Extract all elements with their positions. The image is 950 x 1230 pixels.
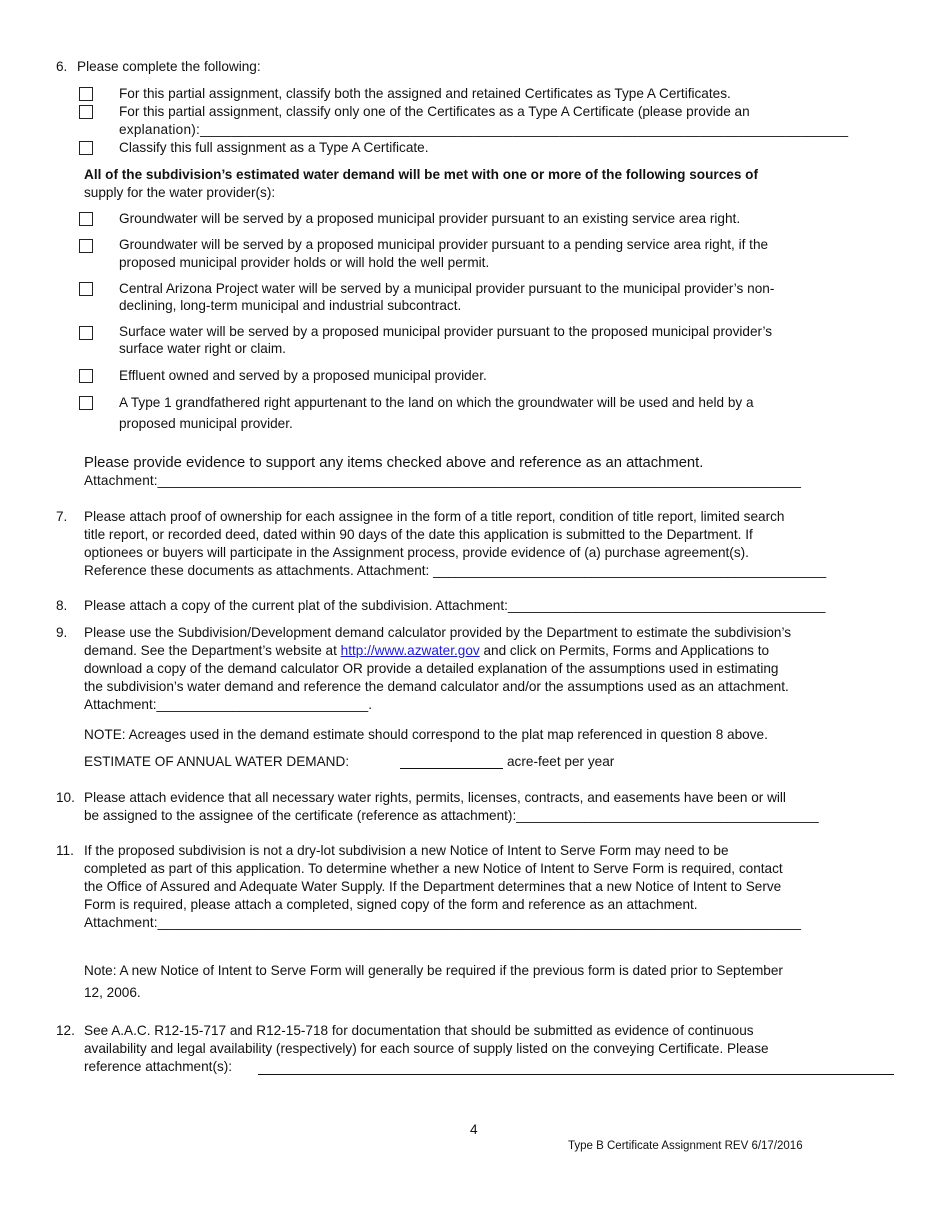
q6-option-2-label: For this partial assignment, classify only one of the Certificates as a Type A Certificate (please provide an: [119, 104, 750, 119]
source-groundwater-existing-checkbox[interactable]: [79, 212, 93, 226]
q9-line-2: demand. See the Department’s website at http://www.azwater.gov and click on Permits, Forms and Applications to: [84, 643, 770, 658]
source-groundwater-existing-label: Groundwater will be served by a proposed municipal provider pursuant to an existing service area right.: [119, 211, 741, 226]
q11-attachment[interactable]: Attachment:____________________________________________________________________________________: [84, 915, 802, 930]
q8-number: 8.: [56, 598, 68, 613]
q9-line-3: download a copy of the demand calculator OR provide a detailed explanation of the assumptions used in estimating: [84, 661, 779, 676]
q9-line-4: the subdivision’s water demand and reference the demand calculator and/or the assumptions used as an attachment.: [84, 679, 789, 694]
q7-line-2: title report, or recorded deed, dated within 90 days of the date this application is submitted to the Department. If: [84, 527, 753, 542]
q7-line-3: optionees or buyers will participate in the Assignment process, provide evidence of (a) purchase agreement(s).: [84, 545, 749, 560]
q11-line-1: If the proposed subdivision is not a dry-lot subdivision a new Notice of Intent to Serve Form may need to be: [84, 843, 729, 858]
q8-line[interactable]: Please attach a copy of the current plat of the subdivision. Attachment:__________________________________________: [84, 598, 826, 613]
q9-number: 9.: [56, 625, 68, 640]
q9-attachment[interactable]: Attachment:____________________________.: [84, 697, 372, 712]
q6-number: 6.: [56, 59, 68, 74]
source-cap-water-line2: declining, long-term municipal and industrial subcontract.: [119, 298, 462, 313]
annual-demand-input[interactable]: [400, 768, 503, 769]
source-cap-water-line1: Central Arizona Project water will be served by a municipal provider pursuant to the municipal provider’s non-: [119, 281, 775, 296]
q7-line-4[interactable]: Reference these documents as attachments. Attachment: ____________________________________________________: [84, 563, 827, 578]
q11-line-2: completed as part of this application. To determine whether a new Notice of Intent to Serve Form is required, contact: [84, 861, 783, 876]
page-number: 4: [470, 1122, 478, 1137]
source-cap-water-checkbox[interactable]: [79, 282, 93, 296]
source-type1-line1: A Type 1 grandfathered right appurtenant to the land on which the groundwater will be used and held by a: [119, 395, 754, 410]
evidence-text: Please provide evidence to support any items checked above and reference as an attachment.: [84, 455, 704, 471]
source-groundwater-pending-checkbox[interactable]: [79, 239, 93, 253]
q12-line-1: See A.A.C. R12-15-717 and R12-15-718 for documentation that should be submitted as evidence of continuous: [84, 1023, 754, 1038]
q12-line-3: reference attachment(s):: [84, 1059, 233, 1074]
source-surface-water-line2: surface water right or claim.: [119, 341, 286, 356]
q6-option-1-checkbox[interactable]: [79, 87, 93, 101]
q11-number: 11.: [56, 843, 74, 858]
source-effluent-checkbox[interactable]: [79, 369, 93, 383]
source-groundwater-pending-line2: proposed municipal provider holds or will hold the well permit.: [119, 255, 490, 270]
q12-attachment-input[interactable]: [258, 1074, 894, 1075]
source-type1-grandfathered-checkbox[interactable]: [79, 396, 93, 410]
q6-option-3-label: Classify this full assignment as a Type A Certificate.: [119, 140, 429, 155]
q6-option-1-label: For this partial assignment, classify both the assigned and retained Certificates as Type A Certificates.: [119, 86, 731, 101]
q11-line-4: Form is required, please attach a completed, signed copy of the form and reference as an attachment.: [84, 897, 698, 912]
q6-option-2-checkbox[interactable]: [79, 105, 93, 119]
source-type1-line2: proposed municipal provider.: [119, 416, 293, 431]
q9-note: NOTE: Acreages used in the demand estimate should correspond to the plat map referenced in question 8 above.: [84, 727, 768, 742]
sources-heading: All of the subdivision’s estimated water demand will be met with one or more of the following sources of: [84, 167, 758, 182]
q12-number: 12.: [56, 1023, 75, 1038]
sources-heading-tail: supply for the water provider(s):: [84, 185, 276, 200]
q11-line-3: the Office of Assured and Adequate Water Supply. If the Department determines that a new Notice of Intent to Serve: [84, 879, 782, 894]
q9-estimate-label: ESTIMATE OF ANNUAL WATER DEMAND:: [84, 754, 350, 769]
q10-number: 10.: [56, 790, 75, 805]
q6-intro: Please complete the following:: [77, 59, 261, 74]
source-surface-water-line1: Surface water will be served by a proposed municipal provider pursuant to the proposed municipal provider’s: [119, 324, 773, 339]
source-surface-water-checkbox[interactable]: [79, 326, 93, 340]
azwater-link[interactable]: http://www.azwater.gov: [340, 643, 480, 658]
source-groundwater-pending-line1: Groundwater will be served by a proposed municipal provider pursuant to a pending service area right, if the: [119, 237, 769, 252]
q6-option-3-checkbox[interactable]: [79, 141, 93, 155]
q6-explanation-line: explanation):___________________________________________________________________________________: [119, 122, 849, 137]
q10-line-1: Please attach evidence that all necessary water rights, permits, licenses, contracts, and easements have been or will: [84, 790, 786, 805]
q12-line-2: availability and legal availability (respectively) for each source of supply listed on the conveying Certificate. Please: [84, 1041, 769, 1056]
q9-line-1: Please use the Subdivision/Development demand calculator provided by the Department to estimate the subdivision’s: [84, 625, 792, 640]
q9-estimate-unit: acre-feet per year: [507, 754, 615, 769]
q11-note-line-1: Note: A new Notice of Intent to Serve Form will generally be required if the previous form is dated prior to September: [84, 963, 783, 978]
q11-note-line-2: 12, 2006.: [84, 985, 141, 1000]
q7-number: 7.: [56, 509, 68, 524]
q7-line-1: Please attach proof of ownership for each assignee in the form of a title report, condition of title report, limited search: [84, 509, 785, 524]
revision-footer: Type B Certificate Assignment REV 6/17/2016: [568, 1140, 803, 1152]
source-effluent-label: Effluent owned and served by a proposed municipal provider.: [119, 368, 487, 383]
evidence-attachment[interactable]: Attachment:____________________________________________________________________________________: [84, 473, 802, 488]
q10-line-2[interactable]: be assigned to the assignee of the certificate (reference as attachment):________________________________________: [84, 808, 819, 823]
